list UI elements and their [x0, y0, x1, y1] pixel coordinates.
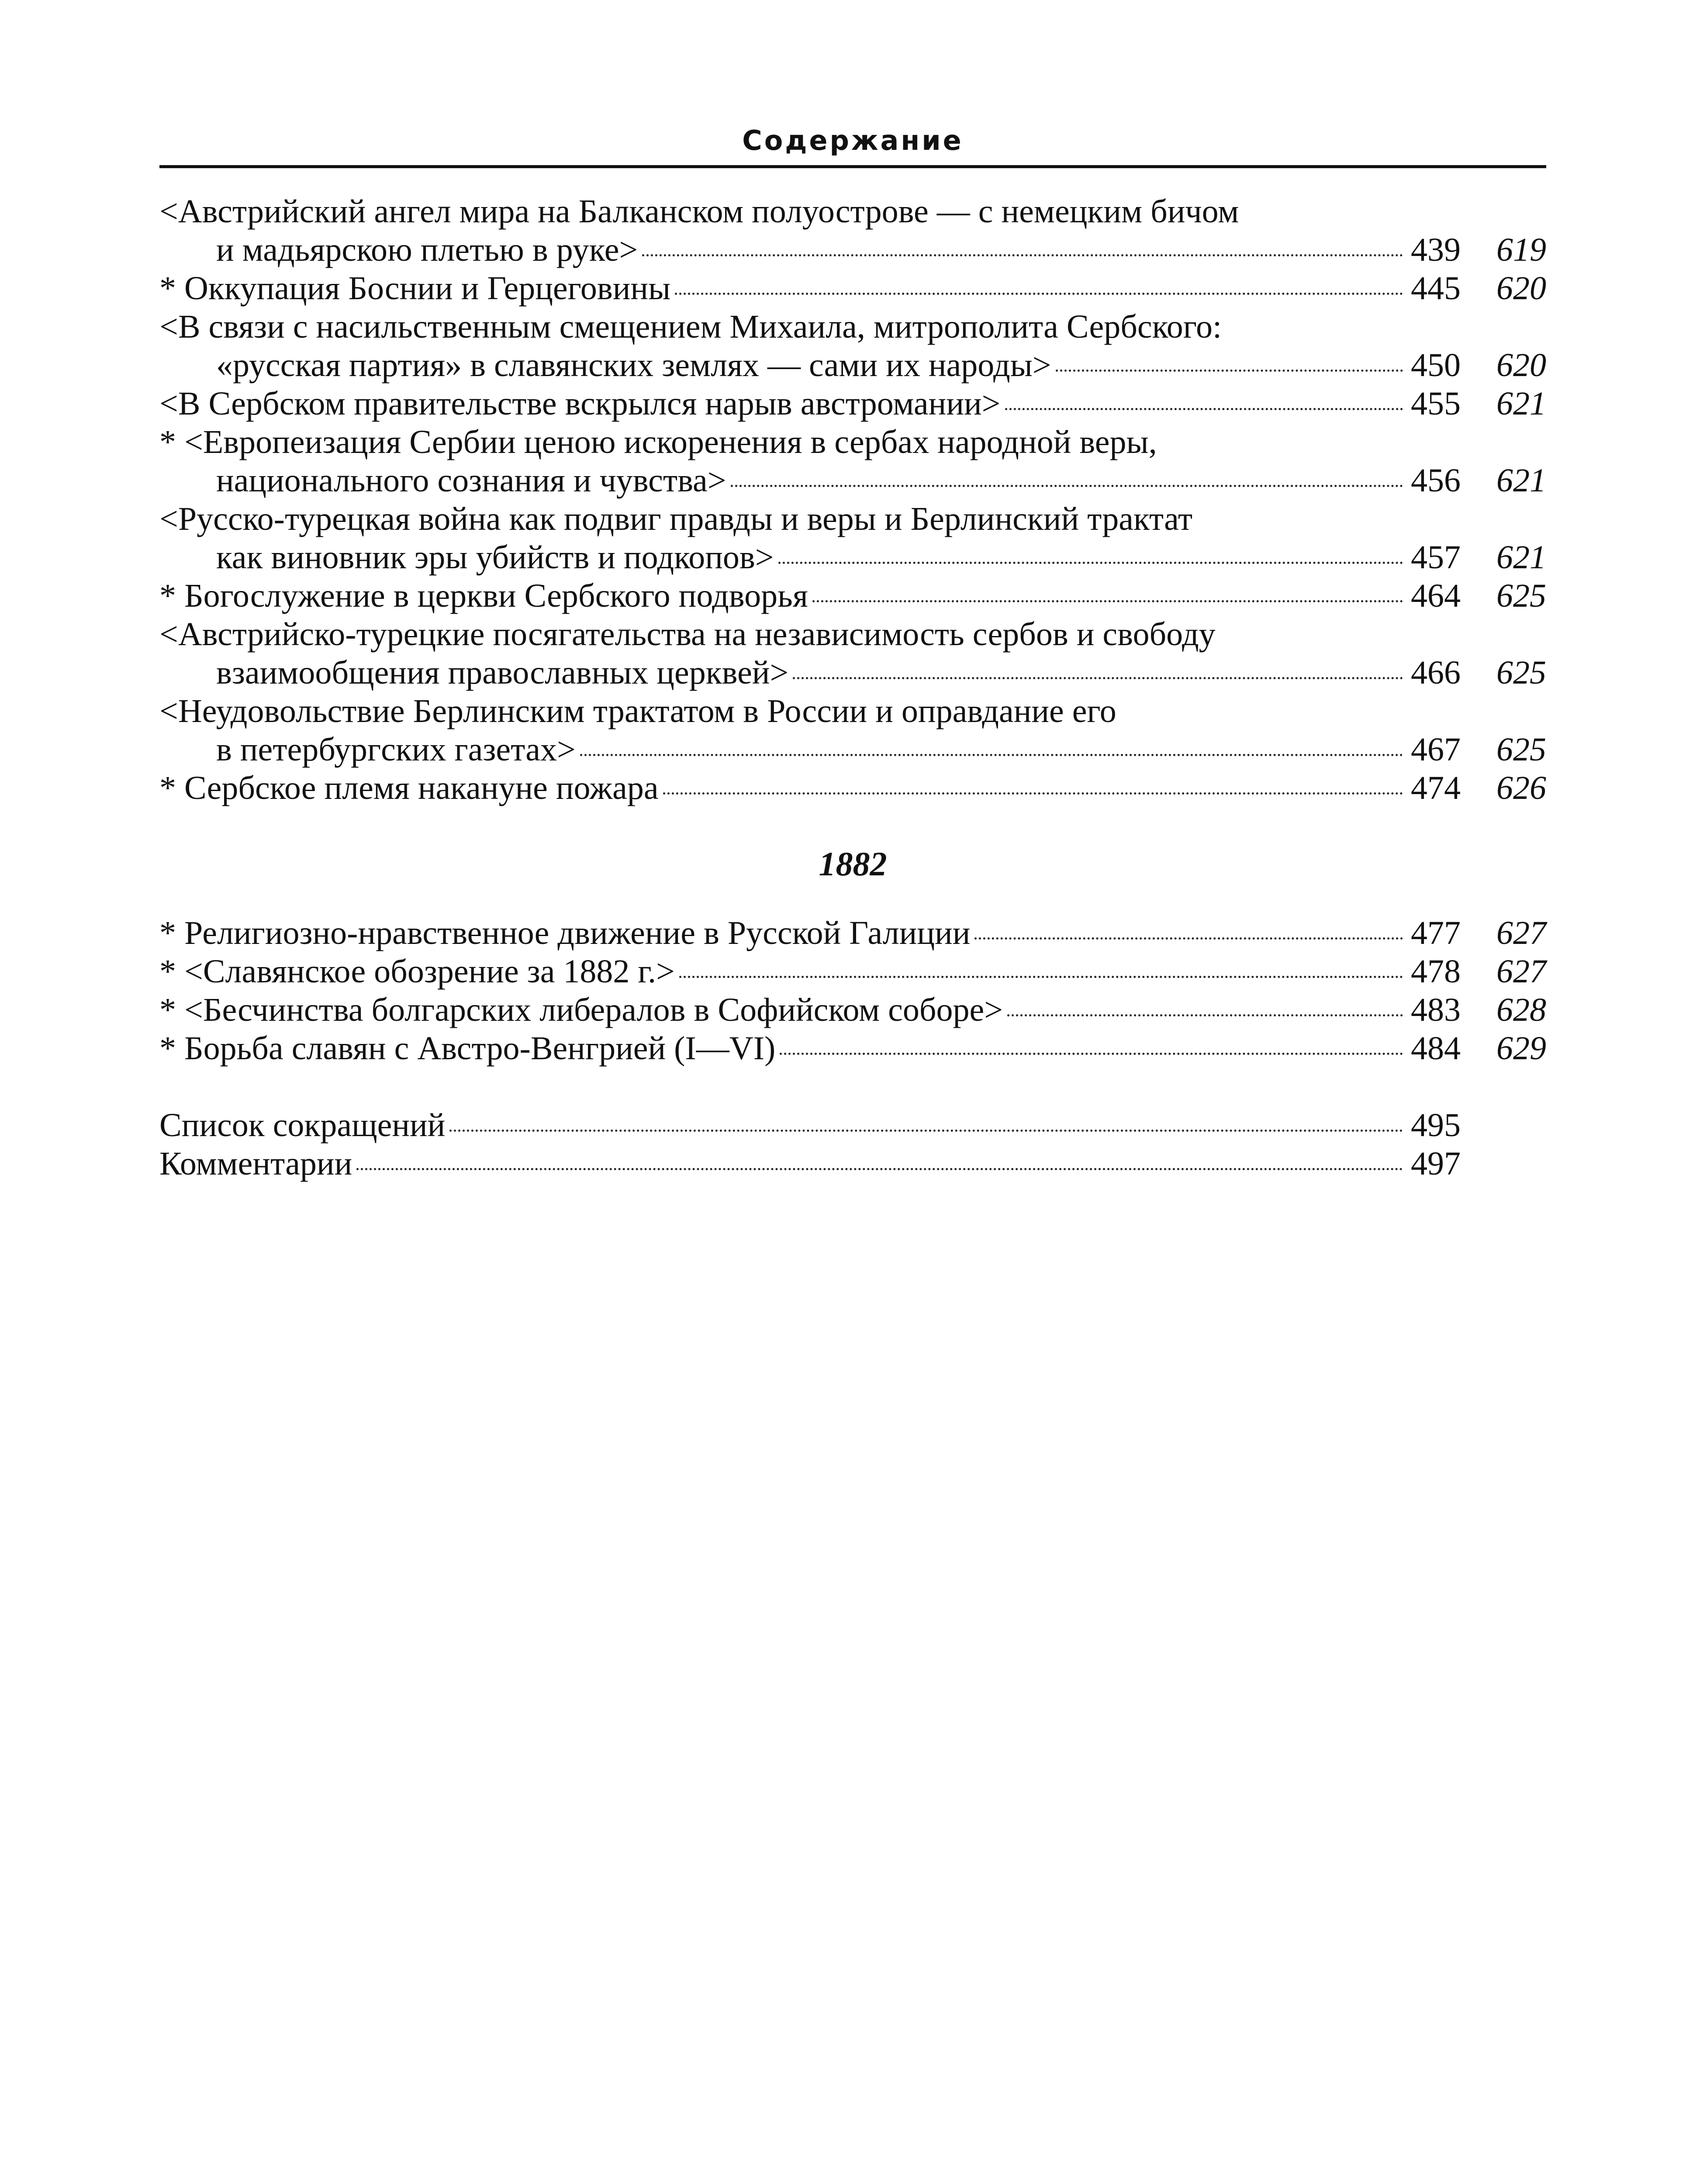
toc-entry	[159, 577, 1546, 615]
entry-title-text: <Русско-турецкая война как подвиг правды и веры и Берлинский трактат	[159, 501, 1193, 537]
entry-title-text: Религиозно-нравственное движение в Русской Галиции	[184, 915, 971, 951]
comment-page-number: 619	[1496, 232, 1546, 268]
dot-leader	[449, 1130, 1403, 1132]
page-number: 450	[1411, 347, 1461, 384]
comment-page-number: 625	[1496, 654, 1546, 691]
toc-entry-line	[159, 269, 1546, 308]
toc-entry-line	[159, 461, 1546, 500]
entry-title	[216, 346, 1051, 384]
entry-title	[159, 423, 1157, 461]
comment-page-number: 621	[1496, 385, 1546, 422]
entry-title-text: <В связи с насильственным смещением Михаила, митрополита Сербского:	[159, 308, 1222, 345]
toc-entry-line	[159, 500, 1546, 538]
unpublished-asterisk: *	[159, 1030, 184, 1067]
unpublished-asterisk: *	[159, 770, 184, 806]
entry-title	[159, 615, 1216, 653]
toc-entry-line	[159, 384, 1546, 423]
entry-title	[159, 269, 670, 308]
dot-leader	[1005, 408, 1403, 410]
dot-leader	[812, 600, 1403, 602]
dot-leader	[642, 254, 1403, 256]
section-year-heading: 1882	[819, 845, 887, 883]
toc-entry	[159, 952, 1546, 991]
entry-title-text: <Европеизация Сербии ценою искоренения в сербах народной веры,	[184, 424, 1157, 460]
entry-title	[216, 730, 576, 769]
entry-title-text: Борьба славян с Австро-Венгрией (I—VI)	[184, 1030, 776, 1067]
page-number: 439	[1411, 232, 1461, 268]
comment-page-number: 629	[1496, 1030, 1546, 1067]
dot-leader	[580, 754, 1403, 756]
entry-title	[159, 500, 1192, 538]
toc-entry-line	[159, 346, 1546, 384]
dot-leader	[974, 937, 1403, 940]
unpublished-asterisk: *	[159, 577, 184, 614]
comment-page-number: 621	[1496, 462, 1546, 499]
page-number: 477	[1411, 915, 1461, 951]
section-gap	[159, 1068, 1546, 1106]
unpublished-asterisk: *	[159, 953, 184, 990]
dot-leader	[356, 1168, 1403, 1170]
entry-title	[159, 914, 970, 952]
unpublished-asterisk: *	[159, 270, 184, 307]
toc-entry	[159, 308, 1546, 384]
entry-title-text: Оккупация Боснии и Герцеговины	[184, 270, 671, 307]
running-header: Содержание	[742, 124, 964, 156]
toc-entry	[159, 991, 1546, 1029]
entry-title-text: «русская партия» в славянских землях — сами их народы>	[216, 347, 1051, 384]
unpublished-asterisk: *	[159, 992, 184, 1028]
page-number: 466	[1411, 654, 1461, 691]
toc-entry-line	[159, 192, 1546, 231]
entry-title-text: как виновник эры убийств и подкопов>	[216, 539, 774, 576]
page-number: 457	[1411, 539, 1461, 576]
comment-page-number: 626	[1496, 770, 1546, 806]
back-matter-entry	[159, 1106, 1546, 1144]
entry-title	[159, 769, 659, 807]
page-number: 474	[1411, 770, 1461, 806]
entry-title-text: <Славянское обозрение за 1882 г.>	[184, 953, 675, 990]
toc-entry	[159, 769, 1546, 807]
toc-entry-line	[159, 914, 1546, 952]
entry-title	[216, 231, 638, 269]
dot-leader	[793, 677, 1403, 679]
toc-entry-line	[159, 423, 1546, 461]
dot-leader	[675, 293, 1403, 295]
toc-entry-line	[159, 730, 1546, 769]
toc-entry-line	[159, 991, 1546, 1029]
page-number: 467	[1411, 731, 1461, 768]
entry-title-text: <Австрийский ангел мира на Балканском полуострове — с немецким бичом	[159, 193, 1239, 230]
toc-entry-line	[159, 653, 1546, 692]
toc-entry-line	[159, 692, 1546, 730]
toc-entry-line	[159, 1029, 1546, 1068]
toc-entry-line	[159, 308, 1546, 346]
dot-leader	[780, 1053, 1403, 1055]
toc-entry	[159, 615, 1546, 692]
table-of-contents	[159, 192, 1546, 1183]
page-number: 456	[1411, 462, 1461, 499]
comment-page-number: 625	[1496, 577, 1546, 614]
entry-title	[216, 538, 774, 577]
comment-page-number: 621	[1496, 539, 1546, 576]
toc-entry	[159, 1029, 1546, 1068]
comment-page-number: 625	[1496, 731, 1546, 768]
unpublished-asterisk: *	[159, 424, 184, 460]
entry-title	[159, 692, 1116, 730]
toc-entry	[159, 500, 1546, 577]
dot-leader	[679, 976, 1403, 978]
entry-title-text: <Австрийско-турецкие посягательства на независимость сербов и свободу	[159, 616, 1216, 653]
entry-title-text: в петербургских газетах>	[216, 731, 576, 768]
page-number: 483	[1411, 992, 1461, 1028]
entry-title-text: Комментарии	[159, 1145, 352, 1182]
entry-title-text: Сербское племя накануне пожара	[184, 770, 659, 806]
toc-entry-line	[159, 769, 1546, 807]
entry-title-text: <Бесчинства болгарских либералов в Софийском соборе>	[184, 992, 1003, 1028]
toc-entry	[159, 423, 1546, 500]
entry-title	[159, 192, 1239, 231]
page-number: 464	[1411, 577, 1461, 614]
toc-entry-line	[159, 952, 1546, 991]
dot-leader	[778, 562, 1403, 564]
page-number: 497	[1411, 1145, 1461, 1182]
page-number: 455	[1411, 385, 1461, 422]
entry-title-text: Список сокращений	[159, 1107, 446, 1144]
comment-page-number: 627	[1496, 915, 1546, 951]
dot-leader	[1056, 370, 1403, 372]
entry-title	[159, 991, 1003, 1029]
dot-leader	[1007, 1014, 1403, 1016]
unpublished-asterisk: *	[159, 915, 184, 951]
toc-entry-line	[159, 615, 1546, 653]
entry-title	[159, 308, 1222, 346]
comment-page-number: 620	[1496, 270, 1546, 307]
dot-leader	[663, 792, 1403, 795]
page-number: 495	[1411, 1107, 1461, 1144]
toc-entry-line	[159, 538, 1546, 577]
comment-page-number: 620	[1496, 347, 1546, 384]
toc-entry	[159, 269, 1546, 308]
page-number: 445	[1411, 270, 1461, 307]
toc-entry	[159, 384, 1546, 423]
toc-entry	[159, 914, 1546, 952]
entry-title-text: национального сознания и чувства>	[216, 462, 726, 499]
entry-title	[159, 577, 808, 615]
entry-title	[216, 653, 788, 692]
header-rule	[159, 165, 1546, 168]
entry-title-text: <Неудовольствие Берлинским трактатом в России и оправдание его	[159, 693, 1116, 729]
back-matter-entry	[159, 1144, 1546, 1183]
page-number: 478	[1411, 953, 1461, 990]
entry-title	[159, 952, 675, 991]
toc-entry-line	[159, 231, 1546, 269]
comment-page-number: 627	[1496, 953, 1546, 990]
entry-title-text: и мадьярскою плетью в руке>	[216, 232, 638, 268]
entry-title-text: Богослужение в церкви Сербского подворья	[184, 577, 808, 614]
toc-entry	[159, 192, 1546, 269]
entry-title	[159, 1029, 775, 1068]
page-number: 484	[1411, 1030, 1461, 1067]
entry-title-text: <В Сербском правительстве вскрылся нарыв австромании>	[159, 385, 1001, 422]
toc-entry	[159, 692, 1546, 769]
dot-leader	[731, 485, 1403, 487]
comment-page-number: 628	[1496, 992, 1546, 1028]
entry-title	[159, 384, 1001, 423]
toc-entry-line	[159, 577, 1546, 615]
entry-title	[216, 461, 726, 500]
entry-title-text: взаимообщения православных церквей>	[216, 654, 789, 691]
